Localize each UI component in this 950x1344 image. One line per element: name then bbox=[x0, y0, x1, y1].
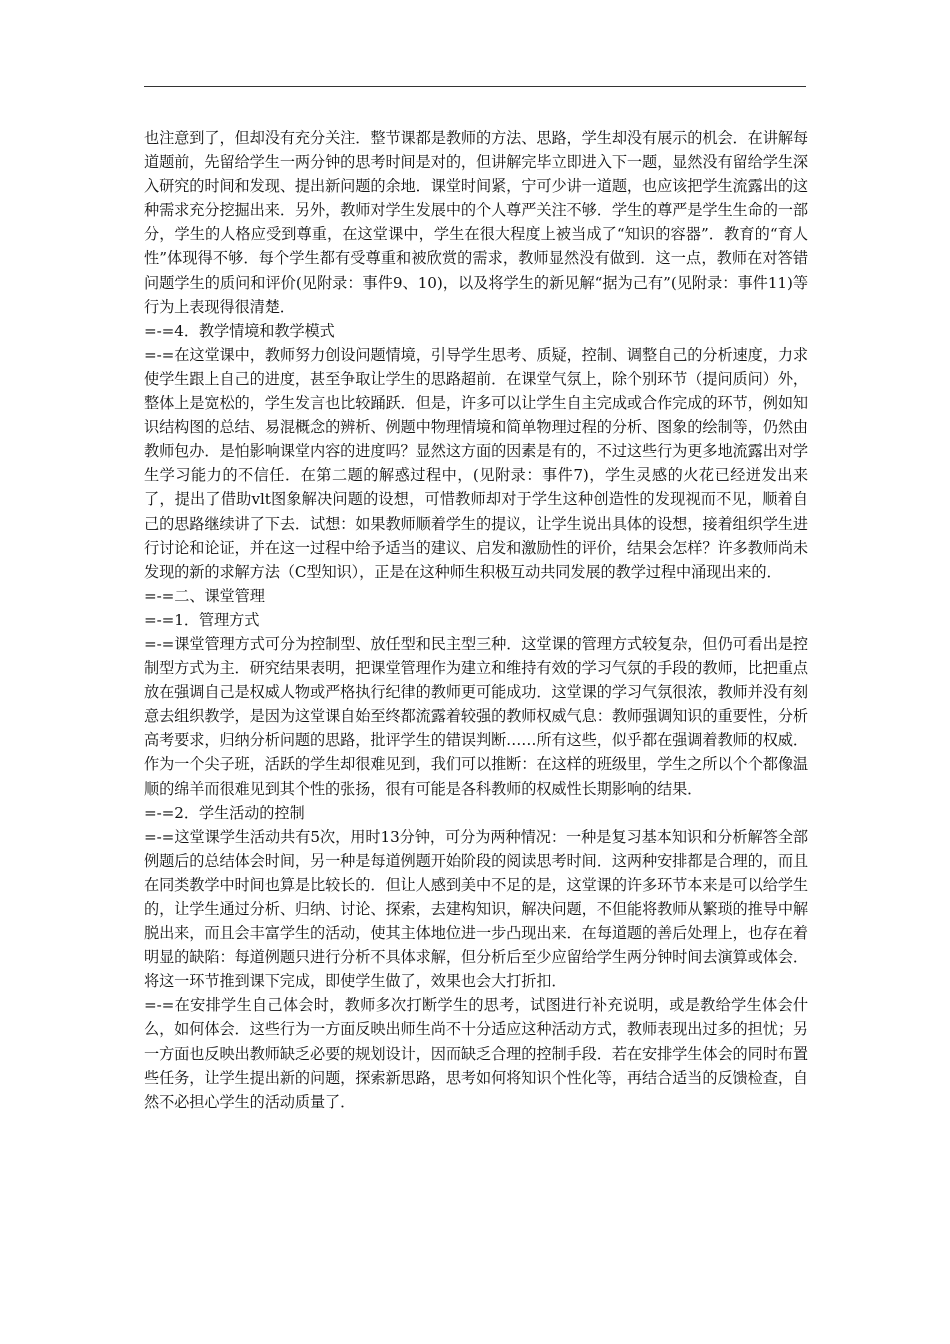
header-divider bbox=[144, 86, 806, 87]
paragraph-teaching-context: =-=在这堂课中，教师努力创设问题情境，引导学生思考、质疑，控制、调整自己的分析速度，力求使学生跟上自己的进度，甚至争取让学生的思路超前．在课堂气氛上，除个别环节（提问质问）外，整体上是宽松的，学生发言也比较踊跃．但是，许多可以让学生自主完成或合作完成的环节，例如知识结构图的总结、易混概念的辨析、例题中物理情境和简单物理过程的分析、图象的绘制等，仍然由教师包办．是怕影响课堂内容的进度吗？显然这方面的因素是有的，不过这些行为更多地流露出对学生学习能力的不信任．在第二题的解惑过程中，(见附录：事件7)，学生灵感的火花已经迸发出来了，提出了借助vlt图象解决问题的设想，可惜教师却对于学生这种创造性的发现视而不见，顺着自己的思路继续讲了下去．试想：如果教师顺着学生的提议，让学生说出具体的设想，接着组织学生进行讨论和论证，并在这一过程中给予适当的建议、启发和激励性的评价，结果会怎样？许多教师尚未发现的新的求解方法（C型知识），正是在这种师生积极互动共同发展的教学过程中涌现出来的． bbox=[144, 345, 808, 581]
heading-management-style: =-=1．管理方式 bbox=[144, 610, 260, 629]
heading-student-activity-control: =-=2．学生活动的控制 bbox=[144, 803, 305, 822]
paragraph-respect-concerns: 也注意到了，但却没有充分关注．整节课都是教师的方法、思路，学生却没有展示的机会．在讲解每道题前，先留给学生一两分钟的思考时间是对的，但讲解完毕立即进入下一题，显然没有留给学生深入研究的时间和发现、提出新问题的余地．课堂时间紧，宁可少讲一道题，也应该把学生流露出的这种需求充分挖掘出来．另外，教师对学生发展中的个人尊严关注不够．学生的尊严是学生生命的一部分，学生的人格应受到尊重，在这堂课中，学生在很大程度上被当成了“知识的容器”．教育的“育人性”体现得不够．每个学生都有受尊重和被欣赏的需求，教师显然没有做到．这一点，教师在对答错问题学生的质问和评价(见附录：事件9、10)，以及将学生的新见解“据为己有”(见附录：事件11)等行为上表现得很清楚． bbox=[144, 129, 808, 316]
heading-teaching-context: =-=4．教学情境和教学模式 bbox=[144, 321, 335, 340]
paragraph-student-activity-control: =-=这堂课学生活动共有5次，用时13分钟，可分为两种情况：一种是复习基本知识和分析解答全部例题后的总结体会时间，另一种是每道例题开始阶段的阅读思考时间．这两种安排都是合理的，而且在同类教学中时间也算是比较长的．但让人感到美中不足的是，这堂课的许多环节本来是可以给学生的，让学生通过分析、归纳、讨论、探索，去建构知识，解决问题，不但能将教师从繁琐的推导中解脱出来，而且会丰富学生的活动，使其主体地位进一步凸现出来．在每道题的善后处理上，也存在着明显的缺陷：每道例题只进行分析不具体求解，但分析后至少应留给学生两分钟时间去演算或体会．将这一环节推到课下完成，即使学生做了，效果也会大打折扣． bbox=[144, 827, 808, 991]
heading-classroom-management: =-=二、课堂管理 bbox=[144, 586, 265, 605]
paragraph-management-style: =-=课堂管理方式可分为控制型、放任型和民主型三种．这堂课的管理方式较复杂，但仍可看出是控制型方式为主．研究结果表明，把课堂管理作为建立和维持有效的学习气氛的手段的教师，比把重点放在强调自己是权威人物或严格执行纪律的教师更可能成功．这堂课的学习气氛很浓，教师并没有刻意去组织教学，是因为这堂课自始至终都流露着较强的教师权威气息：教师强调知识的重要性，分析高考要求，归纳分析问题的思路，批评学生的错误判断……所有这些，似乎都在强调着教师的权威．作为一个尖子班，活跃的学生却很难见到，我们可以推断：在这样的班级里，学生之所以个个都像温顺的绵羊而很难见到其个性的张扬，很有可能是各科教师的权威性长期影响的结果． bbox=[144, 634, 808, 798]
paragraph-student-reflection: =-=在安排学生自己体会时，教师多次打断学生的思考，试图进行补充说明，或是教给学生体会什么，如何体会．这些行为一方面反映出师生尚不十分适应这种活动方式，教师表现出过多的担忧；另一方面也反映出教师缺乏必要的规划设计，因而缺乏合理的控制手段．若在安排学生体会的同时布置些任务，让学生提出新的问题，探索新思路，思考如何将知识个性化等，再结合适当的反馈检查，自然不必担心学生的活动质量了． bbox=[144, 996, 808, 1111]
document-body bbox=[144, 126, 808, 1114]
